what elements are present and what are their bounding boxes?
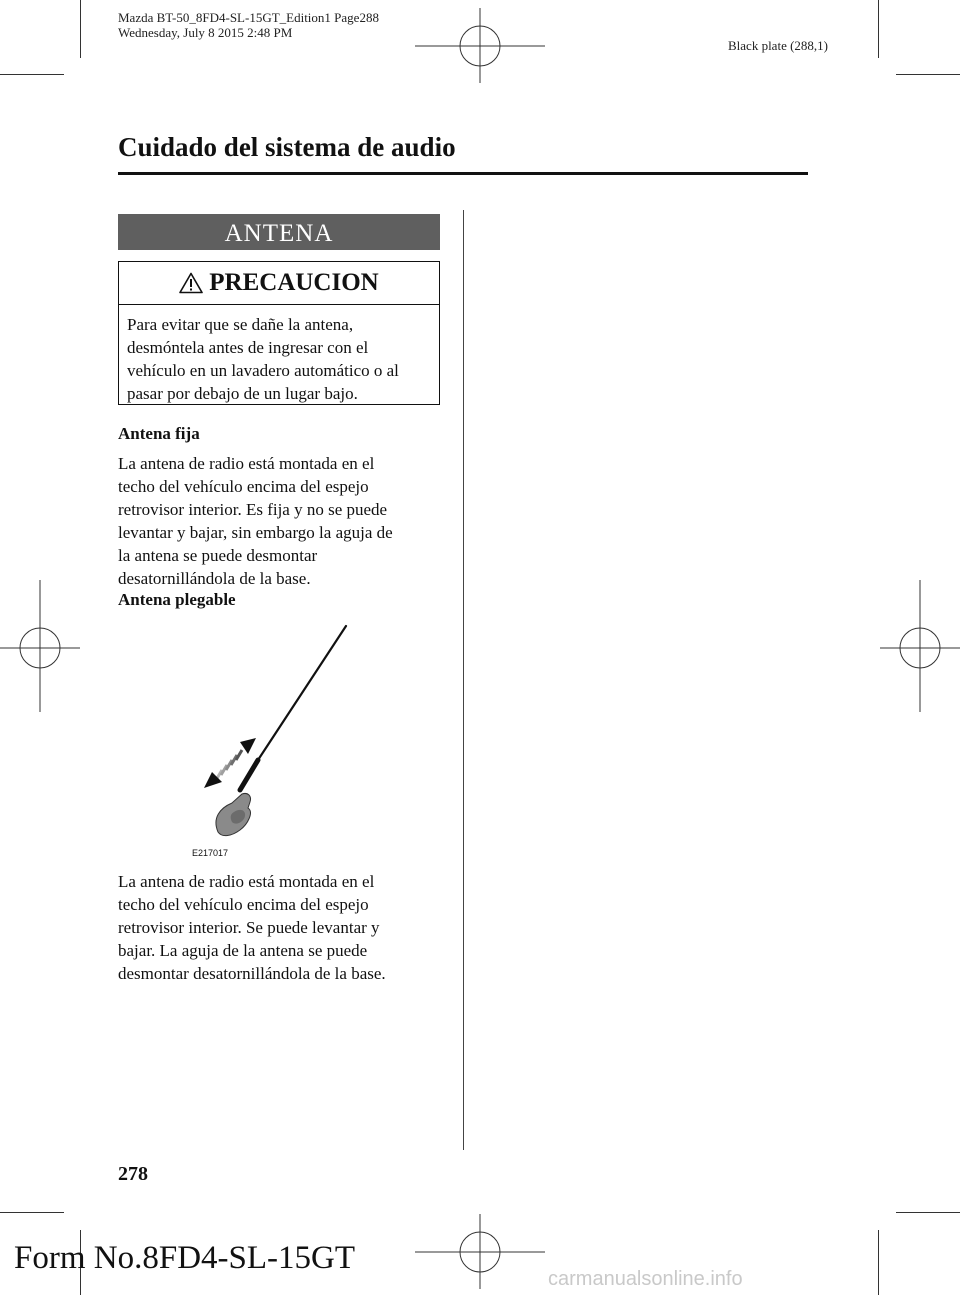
paragraph-line: techo del vehículo encima del espejo [118, 895, 369, 914]
paragraph-line: techo del vehículo encima del espejo [118, 477, 369, 496]
registration-mark-top [415, 8, 545, 83]
page-number: 278 [118, 1163, 148, 1185]
paragraph-line: bajar. La aguja de la antena se puede [118, 941, 368, 960]
figure-code: E217017 [192, 848, 229, 858]
date-line: Wednesday, July 8 2015 2:48 PM [118, 25, 293, 40]
folding-antenna-text [118, 870, 458, 985]
caution-line: Para evitar que se dañe la antena, [127, 315, 354, 334]
section-title: Cuidado del sistema de audio [118, 132, 456, 162]
plate-label: Black plate (288,1) [728, 38, 828, 53]
folding-antenna-heading: Antena plegable [118, 590, 236, 609]
caution-heading: PRECAUCION [209, 269, 379, 296]
fixed-antenna-heading: Antena fija [118, 424, 200, 443]
paragraph-line: desmontar desatornillándola de la base. [118, 964, 386, 983]
warning-triangle-icon [179, 272, 203, 294]
paragraph-line: retrovisor interior. Se puede levantar y [118, 918, 380, 937]
paragraph-line: retrovisor interior. Es fija y no se puede [118, 500, 388, 519]
paragraph-line: desatornillándola de la base. [118, 569, 311, 588]
paragraph-line: la antena se puede desmontar [118, 546, 318, 565]
caution-line: vehículo en un lavadero automático o al [127, 361, 399, 380]
paragraph-line: La antena de radio está montada en el [118, 454, 375, 473]
caution-box [118, 261, 440, 405]
folding-antenna-illustration [190, 618, 370, 848]
caution-text [119, 305, 439, 405]
paragraph-line: levantar y bajar, sin embargo la aguja de [118, 523, 393, 542]
title-rule [118, 172, 808, 175]
file-info-line: Mazda BT-50_8FD4-SL-15GT_Edition1 Page288 [118, 10, 379, 25]
antena-banner: ANTENA [118, 214, 440, 250]
form-number: Form No.8FD4-SL-15GT [14, 1240, 356, 1276]
caution-line: desmóntela antes de ingresar con el [127, 338, 369, 357]
registration-mark-left [0, 580, 80, 712]
paragraph-line: La antena de radio está montada en el [118, 872, 375, 891]
caution-header [119, 262, 439, 305]
fixed-antenna-text [118, 452, 458, 590]
column-divider [463, 210, 464, 1150]
caution-line: pasar por debajo de un lugar bajo. [127, 384, 358, 403]
registration-mark-right [880, 580, 960, 712]
registration-mark-bottom [415, 1214, 545, 1289]
watermark: carmanualsonline.info [548, 1268, 743, 1290]
